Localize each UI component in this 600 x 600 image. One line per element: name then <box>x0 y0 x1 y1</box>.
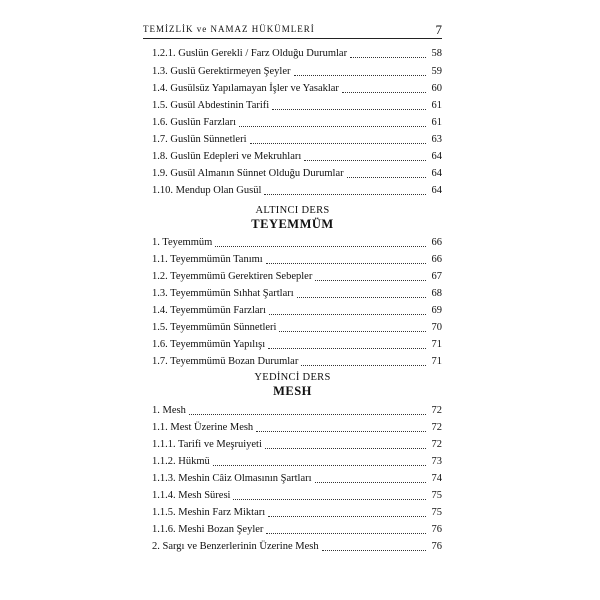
toc-entry-label: 1.7. Guslün Sünnetleri <box>152 134 247 145</box>
lesson-number: YEDİNCİ DERS <box>254 372 331 383</box>
toc-entry-page: 58 <box>431 48 442 59</box>
header-rule <box>143 38 442 39</box>
toc-entry[interactable] <box>152 236 442 250</box>
dot-leader <box>268 516 426 517</box>
toc-entry[interactable] <box>152 65 442 79</box>
toc-entry[interactable] <box>152 338 442 352</box>
dot-leader <box>215 246 426 247</box>
dot-leader <box>301 365 426 366</box>
toc-entry-page: 72 <box>431 439 442 450</box>
toc-entry-page: 59 <box>431 66 442 77</box>
dot-leader <box>256 431 426 432</box>
toc-entry-label: 1.2. Teyemmümü Gerektiren Sebepler <box>152 271 313 282</box>
toc-entry[interactable] <box>152 540 442 554</box>
running-header-title: TEMİZLİK ve NAMAZ HÜKÜMLERİ <box>143 24 315 34</box>
dot-leader <box>265 448 426 449</box>
toc-entry[interactable] <box>152 184 442 198</box>
toc-entry-label: 1.6. Teyemmümün Yapılışı <box>152 339 266 350</box>
toc-entry[interactable] <box>152 270 442 284</box>
lesson-title: TEYEMMÜM <box>251 217 334 231</box>
toc-entry-page: 76 <box>431 524 442 535</box>
toc-entry-page: 76 <box>431 541 442 552</box>
toc-entry[interactable] <box>152 489 442 503</box>
lesson-heading-7 <box>143 372 442 399</box>
toc-entry-label: 1.1. Teyemmümün Tanımı <box>152 254 263 265</box>
toc-entry-page: 75 <box>431 507 442 518</box>
toc-entry-label: 2. Sargı ve Benzerlerinin Üzerine Mesh <box>152 541 319 552</box>
toc-entry-page: 64 <box>431 185 442 196</box>
toc-entry-page: 61 <box>431 100 442 111</box>
toc-entry-page: 75 <box>431 490 442 501</box>
dot-leader <box>272 109 426 110</box>
toc-entry-label: 1.8. Guslün Edepleri ve Mekruhları <box>152 151 302 162</box>
toc-entry[interactable] <box>152 47 442 61</box>
toc-entry-label: 1.3. Guslü Gerektirmeyen Şeyler <box>152 66 291 77</box>
toc-entry-label: 1.1.4. Mesh Süresi <box>152 490 231 501</box>
toc-entry-label: 1.5. Teyemmümün Sünnetleri <box>152 322 277 333</box>
lesson-number: ALTINCI DERS <box>255 205 330 216</box>
toc-entry[interactable] <box>152 82 442 96</box>
toc-entry[interactable] <box>152 355 442 369</box>
dot-leader <box>268 348 426 349</box>
toc-entry-label: 1. Teyemmüm <box>152 237 213 248</box>
toc-entry-label: 1.3. Teyemmümün Sıhhat Şartları <box>152 288 294 299</box>
dot-leader <box>297 297 426 298</box>
toc-entry-page: 70 <box>431 322 442 333</box>
toc-entry-page: 64 <box>431 151 442 162</box>
toc-entry[interactable] <box>152 304 442 318</box>
toc-entry-page: 68 <box>431 288 442 299</box>
dot-leader <box>347 177 426 178</box>
toc-entry[interactable] <box>152 472 442 486</box>
dot-leader <box>350 57 426 58</box>
toc-entry-label: 1.2.1. Guslün Gerekli / Farz Olduğu Durumlar <box>152 48 348 59</box>
dot-leader <box>315 482 426 483</box>
toc-entry-label: 1.1.2. Hükmü <box>152 456 210 467</box>
toc-entry[interactable] <box>152 523 442 537</box>
toc-entry-page: 69 <box>431 305 442 316</box>
toc-entry[interactable] <box>152 321 442 335</box>
toc-entry-label: 1.6. Guslün Farzları <box>152 117 236 128</box>
toc-entry-page: 60 <box>431 83 442 94</box>
dot-leader <box>264 194 426 195</box>
toc-entry[interactable] <box>152 167 442 181</box>
dot-leader <box>213 465 426 466</box>
dot-leader <box>239 126 426 127</box>
toc-entry-page: 73 <box>431 456 442 467</box>
dot-leader <box>304 160 426 161</box>
toc-entry-page: 63 <box>431 134 442 145</box>
toc-entry[interactable] <box>152 421 442 435</box>
toc-entry-label: 1.4. Gusülsüz Yapılamayan İşler ve Yasaklar <box>152 83 339 94</box>
toc-entry[interactable] <box>152 438 442 452</box>
toc-entry-page: 72 <box>431 422 442 433</box>
toc-entry-page: 72 <box>431 405 442 416</box>
toc-entry[interactable] <box>152 404 442 418</box>
toc-entry[interactable] <box>152 150 442 164</box>
toc-entry-label: 1.1.3. Meshin Câiz Olmasının Şartları <box>152 473 312 484</box>
toc-entry[interactable] <box>152 116 442 130</box>
page-number: 7 <box>435 22 442 37</box>
dot-leader <box>279 331 426 332</box>
toc-entry-page: 66 <box>431 254 442 265</box>
dot-leader <box>342 92 426 93</box>
toc-entry-label: 1.1. Mest Üzerine Mesh <box>152 422 254 433</box>
toc-entry-page: 71 <box>431 356 442 367</box>
toc-entry-label: 1.1.1. Tarifi ve Meşruiyeti <box>152 439 262 450</box>
dot-leader <box>294 75 426 76</box>
toc-entry[interactable] <box>152 133 442 147</box>
toc-entry-label: 1. Mesh <box>152 405 186 416</box>
dot-leader <box>266 533 426 534</box>
toc-entry-page: 67 <box>431 271 442 282</box>
lesson-heading-6 <box>143 205 442 232</box>
dot-leader <box>269 314 426 315</box>
toc-entry-page: 64 <box>431 168 442 179</box>
toc-entry-label: 1.7. Teyemmümü Bozan Durumlar <box>152 356 299 367</box>
toc-entry-page: 61 <box>431 117 442 128</box>
toc-entry-page: 71 <box>431 339 442 350</box>
dot-leader <box>233 499 426 500</box>
toc-entry[interactable] <box>152 99 442 113</box>
toc-entry-page: 74 <box>431 473 442 484</box>
toc-entry-label: 1.1.5. Meshin Farz Miktarı <box>152 507 266 518</box>
toc-entry[interactable] <box>152 506 442 520</box>
toc-entry[interactable] <box>152 455 442 469</box>
lesson-title: MESH <box>273 384 312 398</box>
toc-entry-label: 1.1.6. Meshi Bozan Şeyler <box>152 524 264 535</box>
dot-leader <box>250 143 427 144</box>
toc-entry[interactable] <box>152 287 442 301</box>
toc-entry-label: 1.4. Teyemmümün Farzları <box>152 305 266 316</box>
dot-leader <box>266 263 426 264</box>
dot-leader <box>315 280 426 281</box>
toc-entry[interactable] <box>152 253 442 267</box>
dot-leader <box>189 414 426 415</box>
toc-entry-page: 66 <box>431 237 442 248</box>
toc-entry-label: 1.9. Gusül Almanın Sünnet Olduğu Durumlar <box>152 168 344 179</box>
dot-leader <box>322 550 426 551</box>
toc-entry-label: 1.10. Mendup Olan Gusül <box>152 185 262 196</box>
toc-entry-label: 1.5. Gusül Abdestinin Tarifi <box>152 100 270 111</box>
